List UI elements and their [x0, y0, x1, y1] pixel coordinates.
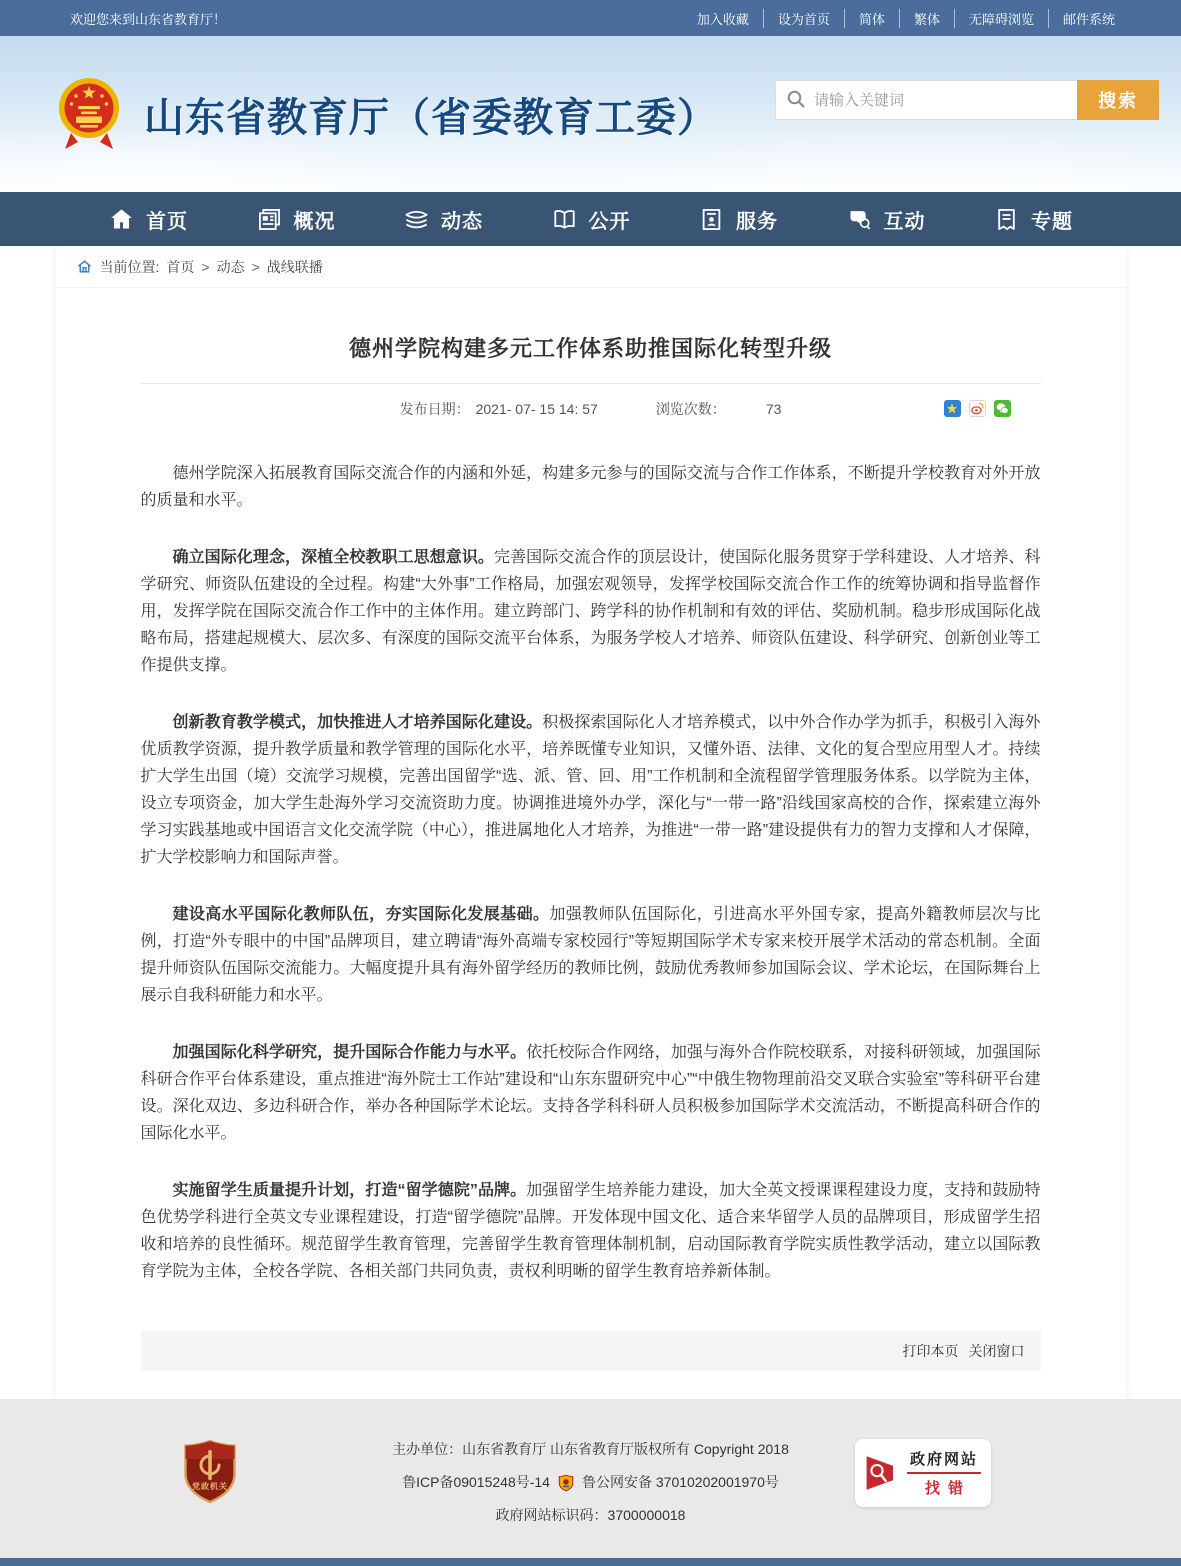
nav-item-overview[interactable]: 概况: [256, 205, 336, 234]
views-label: 浏览次数：: [655, 401, 726, 417]
party-badge-label: 党政机关: [192, 1482, 228, 1491]
breadcrumb: [56, 246, 1126, 288]
bottom-strip: [0, 1558, 1181, 1566]
breadcrumb-item-home[interactable]: 首页: [166, 258, 195, 275]
article-paragraph: 加强国际化科学研究，提升国际合作能力与水平。依托校际合作网络，加强与海外合作院校联系，对接科研领域，加强国际科研合作平台体系建设，重点推进“海外院士工作站”建设和“山东东盟研究中心”“中俄生物物理前沿交叉联合实验室”等科研平台建设。深化双边、多边科研合作，举办各种国际学术论坛。支持各学科科研人员积极参加国际学术交流活动，不断提高科研合作的国际化水平。: [140, 1044, 1041, 1142]
error-magnifier-icon: [865, 1450, 897, 1496]
footer-site-code: 政府网站标识码：3700000018: [495, 1507, 686, 1523]
footer-security-link[interactable]: 鲁公网安备 37010202001970号: [581, 1474, 779, 1490]
topbar-links: [683, 9, 1129, 28]
footer-text: [0, 1433, 1181, 1532]
share-buttons: [944, 400, 1011, 417]
breadcrumb-label: 当前位置:: [99, 258, 160, 275]
topbar-link-favorite[interactable]: 加入收藏: [696, 11, 749, 27]
topic-doc-icon: [993, 206, 1020, 233]
gov-site-error-badge[interactable]: [855, 1439, 991, 1507]
topbar-link-homepage[interactable]: 设为首页: [763, 9, 844, 28]
national-emblem-icon: [56, 76, 122, 152]
search-icon: [786, 89, 806, 109]
topbar-link-mail[interactable]: 邮件系统: [1048, 9, 1129, 28]
nav-item-services[interactable]: 服务: [698, 205, 778, 234]
search-box: [775, 80, 1159, 120]
nav-item-topics[interactable]: 专题: [993, 205, 1073, 234]
breadcrumb-separator: >: [251, 258, 260, 275]
nav-item-disclosure[interactable]: 公开: [551, 205, 631, 234]
divider: [907, 1472, 981, 1474]
share-weibo-icon[interactable]: [969, 400, 986, 417]
books-icon: [403, 206, 430, 233]
topbar-link-traditional[interactable]: 繁体: [899, 9, 954, 28]
open-book-icon: [551, 206, 578, 233]
article-body: [141, 460, 1041, 1285]
close-window-button[interactable]: 关闭窗口: [968, 1343, 1025, 1359]
error-badge-line2: 找错: [924, 1480, 971, 1497]
content-wrapper: [56, 246, 1126, 1399]
site-footer: [0, 1399, 1181, 1558]
article-paragraph: 德州学院深入拓展教育国际交流合作的内涵和外延，构建多元参与的国际交流与合作工作体系，不断提升学校教育对外开放的质量和水平。: [140, 465, 1041, 509]
article-paragraph: 实施留学生质量提升计划，打造“留学德院”品牌。加强留学生培养能力建设，加大全英文授课课程建设力度，支持和鼓励特色优势学科进行全英文专业课程建设，打造“留学德院”品牌。开发体现中国文化、适合来华留学人员的品牌项目，形成留学生招收和培养的良性循环。规范留学生教育管理，完善留学生教育管理体制机制，启动国际教育学院实质性教学活动，建立以国际教育学院为主体，全校各学院、各相关部门共同负责，责权利明晰的留学生教育培养新体制。: [140, 1182, 1041, 1280]
print-page-button[interactable]: 打印本页: [902, 1343, 959, 1359]
article-title: 德州学院构建多元工作体系助推国际化转型升级: [348, 336, 832, 361]
topbar: [0, 0, 1181, 36]
party-shield-icon: [183, 1439, 237, 1505]
publish-date-label: 发布日期：: [399, 401, 470, 417]
main-navigation: [0, 192, 1181, 246]
share-wechat-icon[interactable]: [994, 400, 1011, 417]
share-qzone-icon[interactable]: [944, 400, 961, 417]
error-badge-line1: 政府网站: [909, 1451, 978, 1468]
site-logo-link[interactable]: [56, 76, 718, 152]
article: [56, 332, 1126, 1399]
breadcrumb-item-news[interactable]: 动态: [216, 258, 245, 275]
breadcrumb-separator: >: [201, 258, 210, 275]
welcome-text: 欢迎您来到山东省教育厅！: [70, 11, 227, 27]
search-button[interactable]: 搜索: [1077, 80, 1159, 120]
breadcrumb-home-icon: [76, 258, 93, 275]
print-bar: [141, 1331, 1041, 1371]
topbar-link-accessibility[interactable]: 无障碍浏览: [954, 9, 1048, 28]
nav-item-interaction[interactable]: 互动: [846, 205, 926, 234]
views-value: 73: [765, 401, 782, 417]
article-paragraph: 确立国际化理念，深植全校教职工思想意识。完善国际交流合作的顶层设计，使国际化服务贯穿于学科建设、人才培养、科学研究、师资队伍建设的全过程。构建“大外事”工作格局，加强宏观领导，发挥学校国际交流合作工作的统筹协调和指导监督作用，发挥学院在国际交流合作工作中的主体作用。建立跨部门、跨学科的协作机制和有效的评估、奖励机制。稳步形成国际化战略布局，搭建起规模大、层次多、有深度的国际交流平台体系，为服务学校人才培养、师资队伍建设、科学研究、创新创业等工作提供支撑。: [140, 549, 1041, 674]
police-badge-icon: [557, 1474, 575, 1492]
topbar-link-simplified[interactable]: 简体: [844, 9, 899, 28]
party-gov-badge[interactable]: [183, 1439, 237, 1505]
article-paragraph: 创新教育教学模式，加快推进人才培养国际化建设。积极探索国际化人才培养模式，以中外合作办学为抓手，积极引入海外优质教学资源，提升教学质量和教学管理的国际化水平，培养既懂专业知识，又懂外语、法律、文化的复合型应用型人才。持续扩大学生出国（境）交流学习规模，完善出国留学“选、派、管、回、用”工作机制和全流程留学管理服务体系。以学院为主体，设立专项资金，加大学生赴海外学习交流资助力度。协调推进境外办学，深化与“一带一路”沿线国家高校的合作，探索建立海外学习实践基地或中国语言文化交流学院（中心），推进属地化人才培养，为推进“一带一路”建设提供有力的智力支撑和人才保障，扩大学校影响力和国际声誉。: [140, 714, 1041, 866]
article-meta: [141, 384, 1041, 434]
newspaper-icon: [256, 206, 283, 233]
site-title: 山东省教育厅（省委教育工委）: [144, 95, 718, 140]
home-icon: [108, 206, 135, 233]
breadcrumb-item-frontline[interactable]: 战线联播: [266, 258, 323, 275]
chat-bubbles-icon: [846, 206, 873, 233]
search-input[interactable]: [775, 80, 1077, 120]
site-header: [0, 36, 1181, 192]
nav-item-news[interactable]: 动态: [403, 205, 483, 234]
nav-item-home[interactable]: 首页: [108, 205, 188, 234]
publish-date-value: 2021- 07- 15 14: 57: [475, 401, 598, 417]
footer-icp-link[interactable]: 鲁ICP备09015248号-14: [402, 1474, 550, 1490]
footer-organizer: 主办单位：山东省教育厅 山东省教育厅版权所有 Copyright 2018: [392, 1441, 789, 1457]
service-doc-icon: [698, 206, 725, 233]
article-paragraph: 建设高水平国际化教师队伍，夯实国际化发展基础。加强教师队伍国际化，引进高水平外国专家，提高外籍教师层次与比例，打造“外专眼中的中国”品牌项目，建立聘请“海外高端专家校园行”等短期国际学术专家来校开展学术活动的常态机制。全面提升师资队伍国际交流能力。大幅度提升具有海外留学经历的教师比例，鼓励优秀教师参加国际会议、学术论坛，在国际舞台上展示自我科研能力和水平。: [140, 906, 1041, 1004]
